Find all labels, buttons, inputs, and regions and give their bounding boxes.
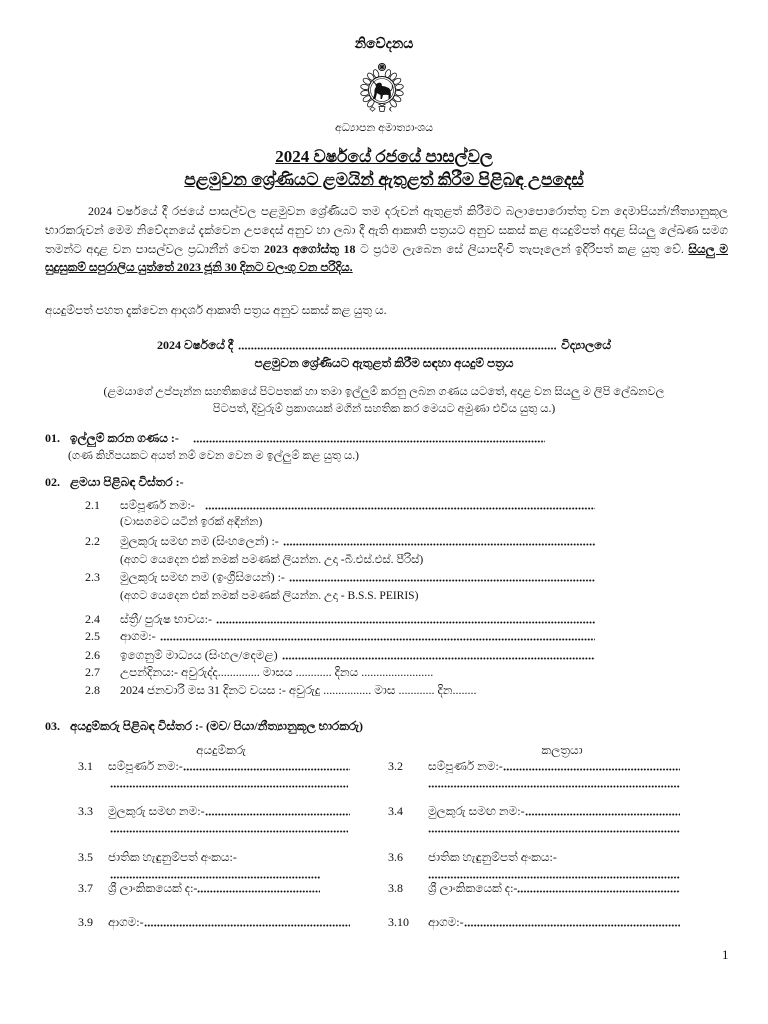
fill-line — [110, 830, 348, 833]
spouse-citizenship-field — [388, 880, 680, 897]
lotus-petal — [389, 72, 398, 82]
fill-line — [464, 924, 680, 927]
field-label: මුලකුරු සමඟ නම:- — [108, 804, 205, 818]
section1-note: (ගණ කිහිපයකට අයත් නම් වෙන වෙන ම ඉල්ලුම් කළ යුතු ය.) — [68, 450, 359, 462]
field-label: ශ්‍රී ලාංකිකයෙක් ද:- — [108, 881, 198, 895]
child-name-english-field — [85, 569, 595, 586]
field-label: ජාතික හැඳුනුම්පත් අංකය:- — [428, 850, 557, 864]
section2-number: 02. — [45, 475, 60, 489]
fill-line — [503, 768, 680, 771]
column-header-applicant: අයදුම්කරු — [196, 743, 246, 757]
form-school-line — [0, 336, 768, 354]
child-age-field — [85, 682, 595, 699]
spouse-nic-field — [388, 849, 680, 866]
intro-emphasis: සියලු ම සුදුසුකම් සපුරාලිය යුත්තේ 2023 ජූනි 30 දිනට වලංගු වන පරිදිය. — [45, 241, 728, 275]
item-number: 3.10 — [388, 915, 409, 929]
field-label: 2024 ජනවාරි මස 31 දිනට වයස :- අවුරුදු ................ මාස ............ දින........ — [120, 683, 477, 697]
form-instructions-line1: (ළමයාගේ උප්පැන්න සහතිකයේ පිටපතක් හා තමා ඉල්ලුම් කරනු ලබන ගණය යටතේ, අදාළ වන සියලු ම ලිපි ලේඛනවල — [103, 386, 665, 398]
model-form-note: අයදුම්පත් පහත දැක්වෙන ආදර්ශ ආකෘති පත්‍රය අනුව සකස් කළ යුතු ය. — [45, 303, 387, 317]
section2-label: ළමයා පිළිබඳ විස්තර :- — [70, 475, 184, 489]
fill-line — [110, 785, 348, 788]
column-header-spouse: කලත්‍රයා — [541, 743, 583, 757]
fill-line — [282, 657, 595, 660]
applicant-nic-field — [78, 849, 350, 866]
item-number: 3.5 — [78, 850, 93, 864]
sword-icon — [373, 81, 378, 86]
section3-heading — [45, 718, 545, 735]
lion-tail — [391, 85, 393, 91]
applicant-religion-field — [78, 914, 350, 931]
item-number: 3.3 — [78, 804, 93, 818]
item-number: 3.6 — [388, 850, 403, 864]
section1-number: 01. — [45, 431, 60, 445]
sri-lanka-emblem — [359, 62, 405, 114]
lotus-petal — [366, 99, 375, 109]
field-note: (අගට යෙදෙන එක් නමක් පමණක් ලියන්න. උදා - B.S.S. PEIRIS) — [120, 590, 419, 602]
spouse-full-name-field — [388, 758, 680, 775]
section2-heading — [45, 474, 345, 491]
fill-line — [183, 768, 350, 771]
spouse-initials-name-field — [388, 803, 680, 820]
spouse-full-name-fill-line2 — [428, 775, 680, 792]
fill-line — [289, 579, 595, 582]
punkalasa-pot-icon — [379, 104, 386, 111]
fill-line — [144, 924, 350, 927]
fill-line — [517, 890, 680, 893]
lotus-petal — [389, 99, 398, 109]
item-number: 3.9 — [78, 915, 93, 929]
field-label: මුලකුරු සමඟ නම:- — [428, 804, 525, 818]
item-number: 3.2 — [388, 759, 403, 773]
section1-label: ඉල්ලුම් කරන ගණය :- — [70, 431, 179, 445]
child-birthdate-field — [85, 664, 595, 681]
applicant-full-name-field — [78, 758, 350, 775]
form-school-suffix: විද්‍යාලයේ — [561, 338, 611, 352]
field-note: (අගට යෙදෙන එක් නමක් පමණක් ලියන්න. උදා -බී.එස්.එස්. පීරිස්) — [120, 554, 424, 566]
field-label: ශ්‍රී ලාංකිකයෙක් ද:- — [428, 881, 518, 895]
field-label: ආගම:- — [428, 915, 464, 929]
item-number: 2.1 — [85, 498, 100, 512]
applicant-full-name-fill-line2 — [110, 775, 348, 792]
field-note: (වාසගමට යටින් ඉරක් අඳින්න) — [120, 516, 263, 528]
child-gender-field — [85, 611, 595, 628]
form-year-prefix: 2024 වර්ෂයේ දී — [157, 338, 234, 352]
lotus-petal — [366, 72, 375, 82]
child-medium-field — [85, 647, 595, 664]
field-label: උපන්දිනය:- අවුරුද්ද.............. මාසය ............ දිනය ........................ — [120, 665, 434, 679]
fill-line — [525, 813, 680, 816]
moon-icon — [389, 107, 392, 112]
form-instructions-line2: පිටපත්, දිවුරුම් ප්‍රකාශයක් මගින් සහතික කර මෙයට අමුණා එවිය යුතු ය.) — [212, 403, 556, 415]
fill-line — [205, 813, 350, 816]
page-number: 1 — [722, 947, 729, 962]
field-label: ඉගෙනුම් මාධ්‍යය (සිංහල/දෙමළ) — [120, 648, 278, 662]
document-title-line1: 2024 වර්ෂයේ රජයේ පාසල්වල — [275, 147, 493, 166]
section3-label: අයදුම්කරු පිළිබඳ විස්තර :- (මව/ පියා/නීත්‍යානුකූල භාරකරු) — [70, 719, 364, 733]
item-number: 2.2 — [85, 534, 100, 548]
field-label: ආගම:- — [120, 629, 156, 643]
fill-line — [197, 890, 320, 893]
item-number: 3.1 — [78, 759, 93, 773]
item-number: 2.4 — [85, 612, 100, 626]
notice-title: නිවේදනය — [354, 37, 414, 52]
field-label: සම්පූර්ණ නම:- — [120, 498, 195, 512]
applicant-initials-name-field — [78, 803, 350, 820]
child-name-sinhala-field — [85, 533, 595, 550]
field-label: ජාතික හැඳුනුම්පත් අංකය:- — [108, 850, 237, 864]
child-religion-field — [85, 628, 595, 645]
spouse-initials-name-fill-line2 — [428, 820, 680, 837]
form-title: පළමුවන ශ්‍රේණියට ඇතුළත් කිරීම සඳහා අයදුම් පත්‍රය — [254, 356, 514, 370]
field-label: සම්පූර්ණ නම:- — [108, 759, 183, 773]
intro-text-part2: ට ප්‍රථම ලැබෙන සේ ලියාපදිංචි තැපෑලෙන් ඉදිරිපත් කළ යුතු වේ. — [355, 241, 689, 256]
document-title-line2: පළමුවන ශ්‍රේණියට ළමයින් ඇතුළත් කිරීම පිළිබඳ උපදෙස් — [184, 170, 584, 189]
fill-line — [428, 830, 680, 833]
ministry-name: අධ්‍යාපන අමාත්‍යාංශය — [334, 122, 434, 134]
field-label: මුලකුරු සමඟ නම (ඉංග්‍රීසියෙන්) :- — [120, 570, 285, 584]
fill-line — [283, 543, 595, 546]
section3-number: 03. — [45, 719, 60, 733]
applicant-initials-name-fill-line2 — [110, 820, 348, 837]
intro-text-part1: 2024 වර්ෂයේ දී රජයේ පාසල්වල පළමුවන ශ්‍රේණියට තම දරුවන් ඇතුළත් කිරීමට බලාපොරොත්තු වන දෙමාපියන්/නීත්‍යානුකූල භාරකරුවන් මෙම නිවේදනයේ දැක්වෙන උපදෙස් අනුව හා ලබා දී ඇති ආකෘති පත්‍රයට අනුව සකස් කළ අයදුම්පත් අදාළ සියලු ලේඛණ සමග තමන්ට අදාළ වන පාසල්වල ප්‍රධානීන් වෙත — [45, 204, 728, 256]
item-number: 2.6 — [85, 648, 100, 662]
intro-deadline: 2023 අගෝස්තු 18 — [263, 241, 356, 256]
dharma-chakra-icon — [378, 63, 385, 70]
section1-heading — [45, 430, 545, 447]
field-label: මුලකුරු සමඟ නම (සිංහලෙන්) :- — [120, 534, 279, 548]
child-full-name-field — [85, 497, 595, 514]
item-number: 2.8 — [85, 683, 100, 697]
item-number: 3.4 — [388, 804, 403, 818]
field-label: ආගම:- — [108, 915, 144, 929]
fill-line — [428, 785, 680, 788]
fill-line — [205, 507, 595, 510]
applicant-citizenship-field — [78, 880, 320, 897]
fill-line — [110, 876, 320, 879]
intro-paragraph — [45, 202, 728, 277]
item-number: 2.3 — [85, 570, 100, 584]
form-instructions — [34, 384, 734, 418]
item-number: 3.8 — [388, 881, 403, 895]
field-label: ස්ත්‍රී/ පුරුෂ භාවය:- — [120, 612, 212, 626]
field-label: සම්පූර්ණ නම:- — [428, 759, 503, 773]
fill-line — [428, 876, 680, 879]
category-fill-line — [193, 440, 545, 443]
item-number: 3.7 — [78, 881, 93, 895]
fill-line — [216, 621, 595, 624]
fill-line — [160, 638, 595, 641]
item-number: 2.5 — [85, 629, 100, 643]
item-number: 2.7 — [85, 665, 100, 679]
spouse-religion-field — [388, 914, 680, 931]
school-name-fill-line — [238, 347, 556, 350]
